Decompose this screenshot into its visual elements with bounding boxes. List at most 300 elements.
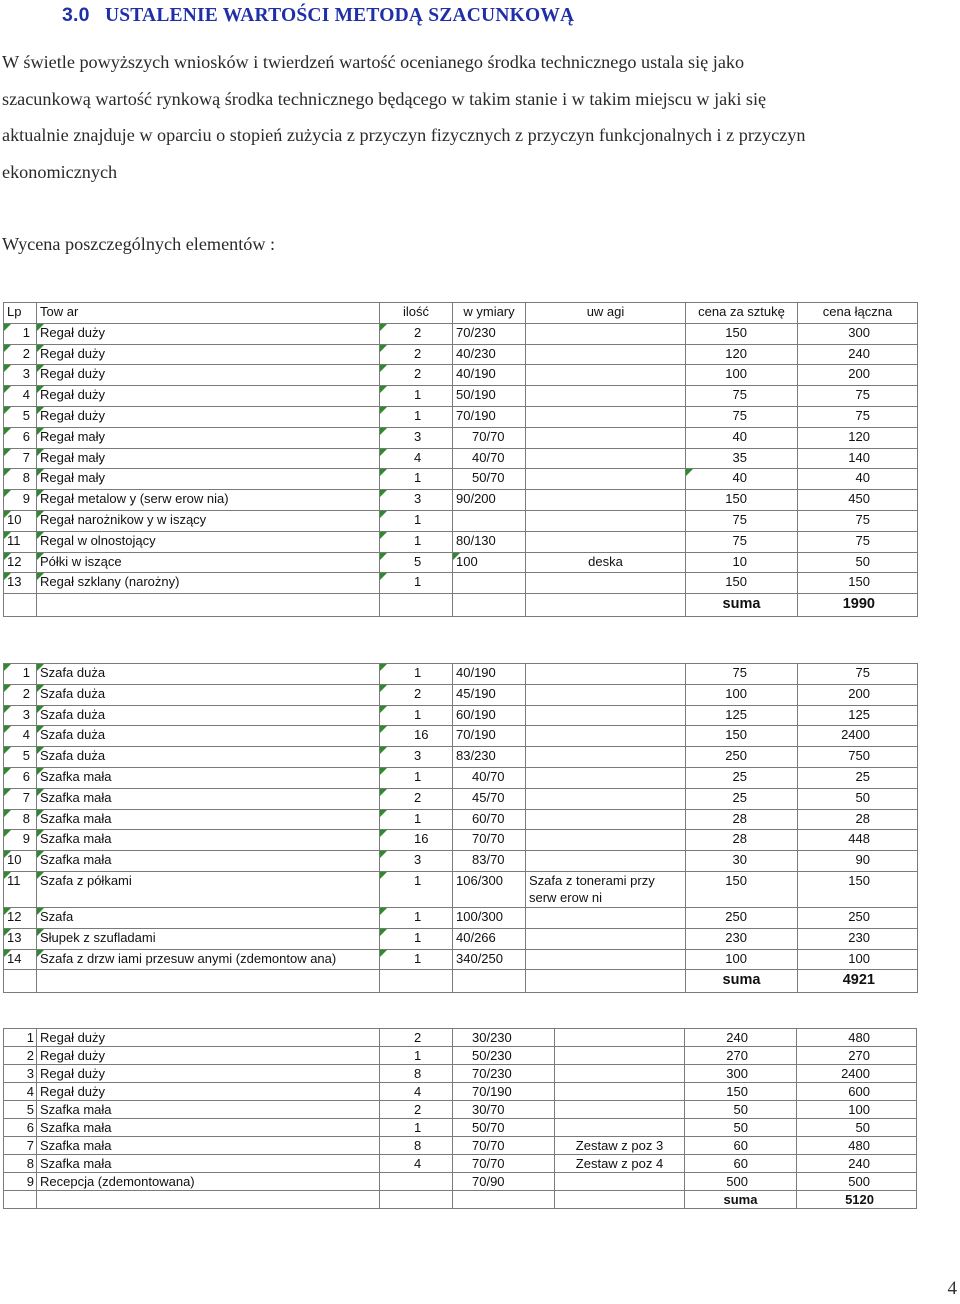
cell-total-price: 90 (798, 851, 918, 872)
table-row (4, 726, 918, 747)
table-row (4, 1029, 917, 1047)
cell-unit-price: 10 (686, 552, 798, 573)
sum-value: 1990 (798, 594, 918, 617)
sum-label: suma (686, 594, 798, 617)
cell-dimensions: 70/230 (453, 1065, 555, 1083)
cell-notes: Zestaw z poz 3 (555, 1137, 685, 1155)
page-number: 4 (947, 1278, 957, 1299)
cell-dimensions: 50/190 (453, 386, 526, 407)
sum-label: suma (685, 1191, 797, 1209)
cell-lp: 11 (4, 871, 37, 907)
cell-lp: 3 (4, 705, 37, 726)
empty-cell (37, 594, 380, 617)
cell-item: Szafa z drzw iami przesuw anymi (zdemontow ana) (37, 949, 380, 970)
table-row (4, 573, 918, 594)
cell-total-price: 50 (798, 788, 918, 809)
column-header-total-price: cena łączna (798, 303, 918, 324)
cell-lp: 1 (4, 1029, 37, 1047)
cell-notes (555, 1065, 685, 1083)
cell-notes (526, 344, 686, 365)
cell-lp: 14 (4, 949, 37, 970)
table-row (4, 767, 918, 788)
cell-lp: 3 (4, 365, 37, 386)
cell-item: Szafa z półkami (37, 871, 380, 907)
cell-dimensions (453, 573, 526, 594)
cell-unit-price: 240 (685, 1029, 797, 1047)
cell-total-price: 140 (798, 448, 918, 469)
cell-lp: 2 (4, 684, 37, 705)
cell-total-price: 200 (798, 684, 918, 705)
cell-item: Regał duży (37, 386, 380, 407)
cell-unit-price: 230 (686, 928, 798, 949)
cell-lp: 6 (4, 767, 37, 788)
cell-total-price: 75 (798, 386, 918, 407)
cell-unit-price: 120 (686, 344, 798, 365)
table-row (4, 928, 918, 949)
intro-line: aktualnie znajduje w oparciu o stopień zużycia z przyczyn fizycznych z przyczyn funkcjonalnych i z przyczyn (2, 125, 806, 145)
cell-unit-price: 40 (686, 469, 798, 490)
cell-qty: 1 (380, 1119, 453, 1137)
cell-dimensions: 40/266 (453, 928, 526, 949)
cell-total-price: 120 (798, 427, 918, 448)
cell-notes (526, 705, 686, 726)
table-row (4, 747, 918, 768)
cell-qty: 5 (380, 552, 453, 573)
cell-lp: 11 (4, 531, 37, 552)
cell-qty: 1 (380, 705, 453, 726)
cell-dimensions: 70/230 (453, 323, 526, 344)
table-row (4, 323, 918, 344)
table-row (4, 1083, 917, 1101)
cell-total-price: 75 (798, 406, 918, 427)
cell-qty: 16 (380, 726, 453, 747)
cell-item: Regał mały (37, 448, 380, 469)
valuation-table-furniture (3, 1028, 917, 1209)
cell-item: Szafka mała (37, 830, 380, 851)
cell-total-price: 150 (798, 871, 918, 907)
cell-item: Regał duży (37, 1047, 380, 1065)
cell-total-price: 750 (798, 747, 918, 768)
table-row (4, 406, 918, 427)
table-row (4, 531, 918, 552)
cell-lp: 12 (4, 552, 37, 573)
cell-qty: 1 (380, 767, 453, 788)
cell-qty: 1 (380, 469, 453, 490)
cell-qty: 1 (380, 928, 453, 949)
column-header-lp: Lp (4, 303, 37, 324)
cell-item: Regał mały (37, 427, 380, 448)
cell-item: Regał duży (37, 323, 380, 344)
empty-cell (4, 1191, 37, 1209)
cell-item: Szafa duża (37, 705, 380, 726)
cell-dimensions: 40/70 (453, 767, 526, 788)
cell-dimensions: 70/70 (453, 1155, 555, 1173)
cell-item: Regał duży (37, 365, 380, 386)
table-row (4, 448, 918, 469)
cell-notes (526, 490, 686, 511)
table-row (4, 1173, 917, 1191)
table-row (4, 809, 918, 830)
cell-item: Regał duży (37, 1083, 380, 1101)
cell-qty: 8 (380, 1137, 453, 1155)
empty-cell (37, 1191, 380, 1209)
table-row (4, 427, 918, 448)
cell-notes (555, 1173, 685, 1191)
cell-dimensions: 340/250 (453, 949, 526, 970)
cell-notes (526, 907, 686, 928)
cell-notes (555, 1101, 685, 1119)
cell-lp: 5 (4, 1101, 37, 1119)
sum-value: 4921 (798, 970, 918, 993)
cell-total-price: 450 (798, 490, 918, 511)
cell-notes (526, 949, 686, 970)
intro-line: W świetle powyższych wniosków i twierdzeń wartość ocenianego środka technicznego ustala się jako (2, 52, 745, 72)
cell-dimensions: 80/130 (453, 531, 526, 552)
cell-dimensions: 90/200 (453, 490, 526, 511)
cell-dimensions: 50/230 (453, 1047, 555, 1065)
cell-total-price: 150 (798, 573, 918, 594)
empty-cell (4, 594, 37, 617)
cell-notes (526, 809, 686, 830)
cell-dimensions: 70/190 (453, 726, 526, 747)
cell-unit-price: 100 (686, 949, 798, 970)
cell-unit-price: 50 (685, 1119, 797, 1137)
cell-item: Regał narożnikow y w iszący (37, 510, 380, 531)
cell-lp: 8 (4, 809, 37, 830)
cell-dimensions: 83/70 (453, 851, 526, 872)
cell-qty: 1 (380, 949, 453, 970)
empty-cell (526, 594, 686, 617)
valuation-table-shelves (3, 302, 918, 617)
cell-notes (526, 747, 686, 768)
cell-lp: 6 (4, 1119, 37, 1137)
table-row (4, 949, 918, 970)
cell-lp: 2 (4, 344, 37, 365)
cell-lp: 8 (4, 469, 37, 490)
intro-line: szacunkową wartość rynkową środka technicznego będącego w takim stanie i w takim miejscu w jaki się (2, 88, 767, 109)
cell-lp: 1 (4, 323, 37, 344)
cell-unit-price: 150 (685, 1083, 797, 1101)
cell-item: Szafa duża (37, 684, 380, 705)
cell-qty: 1 (380, 664, 453, 685)
cell-notes (555, 1047, 685, 1065)
column-header-qty: ilość (380, 303, 453, 324)
cell-lp: 6 (4, 427, 37, 448)
cell-item: Regał duży (37, 1065, 380, 1083)
cell-lp: 9 (4, 490, 37, 511)
column-header-unit-price: cena za sztukę (686, 303, 798, 324)
cell-dimensions: 70/70 (453, 427, 526, 448)
cell-unit-price: 25 (686, 788, 798, 809)
cell-notes (526, 767, 686, 788)
cell-dimensions: 40/190 (453, 664, 526, 685)
empty-cell (4, 970, 37, 993)
intro-line: ekonomicznych (2, 161, 118, 182)
empty-cell (37, 970, 380, 993)
cell-unit-price: 50 (685, 1101, 797, 1119)
cell-total-price: 100 (798, 949, 918, 970)
cell-unit-price: 75 (686, 531, 798, 552)
table-row (4, 871, 918, 907)
cell-unit-price: 75 (686, 386, 798, 407)
cell-qty: 3 (380, 851, 453, 872)
cell-qty: 8 (380, 1065, 453, 1083)
table-row (4, 552, 918, 573)
cell-unit-price: 300 (685, 1065, 797, 1083)
cell-unit-price: 100 (686, 684, 798, 705)
cell-total-price: 75 (798, 510, 918, 531)
cell-total-price: 50 (797, 1119, 917, 1137)
cell-qty: 1 (380, 510, 453, 531)
cell-item: Regał duży (37, 1029, 380, 1047)
cell-item: Słupek z szufladami (37, 928, 380, 949)
table-row (4, 386, 918, 407)
cell-unit-price: 100 (686, 365, 798, 386)
cell-dimensions: 70/190 (453, 406, 526, 427)
cell-qty: 2 (380, 1029, 453, 1047)
cell-qty: 4 (380, 1083, 453, 1101)
cell-qty: 16 (380, 830, 453, 851)
cell-qty: 2 (380, 365, 453, 386)
cell-dimensions: 50/70 (453, 1119, 555, 1137)
cell-unit-price: 150 (686, 726, 798, 747)
cell-lp: 9 (4, 1173, 37, 1191)
cell-item: Szafka mała (37, 788, 380, 809)
cell-qty: 1 (380, 1047, 453, 1065)
table-row (4, 1137, 917, 1155)
cell-total-price: 230 (798, 928, 918, 949)
cell-dimensions: 100/300 (453, 907, 526, 928)
sum-label: suma (686, 970, 798, 993)
sum-row (4, 1191, 917, 1209)
column-header-notes: uw agi (526, 303, 686, 324)
cell-notes (526, 573, 686, 594)
cell-lp: 4 (4, 1083, 37, 1101)
cell-unit-price: 150 (686, 573, 798, 594)
cell-unit-price: 25 (686, 767, 798, 788)
cell-lp: 7 (4, 788, 37, 809)
cell-notes (526, 684, 686, 705)
cell-unit-price: 35 (686, 448, 798, 469)
empty-cell (380, 1191, 453, 1209)
cell-qty: 1 (380, 406, 453, 427)
cell-dimensions: 45/70 (453, 788, 526, 809)
cell-lp: 3 (4, 1065, 37, 1083)
cell-total-price: 240 (797, 1155, 917, 1173)
cell-lp: 5 (4, 406, 37, 427)
cell-item: Recepcja (zdemontowana) (37, 1173, 380, 1191)
cell-lp: 10 (4, 510, 37, 531)
cell-notes (526, 406, 686, 427)
cell-item: Regał mały (37, 469, 380, 490)
empty-cell (453, 970, 526, 993)
cell-dimensions: 45/190 (453, 684, 526, 705)
cell-total-price: 75 (798, 531, 918, 552)
cell-dimensions: 50/70 (453, 469, 526, 490)
cell-item: Regał duży (37, 344, 380, 365)
cell-notes (526, 427, 686, 448)
cell-unit-price: 250 (686, 747, 798, 768)
cell-item: Szafka mała (37, 767, 380, 788)
cell-item: Regał szklany (narożny) (37, 573, 380, 594)
cell-qty: 2 (380, 684, 453, 705)
cell-qty: 1 (380, 809, 453, 830)
cell-lp: 10 (4, 851, 37, 872)
cell-item: Regał metalow y (serw erow nia) (37, 490, 380, 511)
intro-paragraph (2, 44, 957, 190)
cell-unit-price: 60 (685, 1137, 797, 1155)
empty-cell (555, 1191, 685, 1209)
cell-qty: 1 (380, 871, 453, 907)
table-row (4, 1155, 917, 1173)
cell-dimensions (453, 510, 526, 531)
cell-unit-price: 28 (686, 809, 798, 830)
column-header-item: Tow ar (37, 303, 380, 324)
cell-dimensions: 30/230 (453, 1029, 555, 1047)
cell-lp: 7 (4, 1137, 37, 1155)
cell-dimensions: 70/190 (453, 1083, 555, 1101)
cell-dimensions: 30/70 (453, 1101, 555, 1119)
cell-dimensions: 106/300 (453, 871, 526, 907)
cell-total-price: 250 (798, 907, 918, 928)
cell-lp: 1 (4, 664, 37, 685)
cell-qty: 2 (380, 1101, 453, 1119)
table-row (4, 851, 918, 872)
cell-unit-price: 500 (685, 1173, 797, 1191)
cell-unit-price: 250 (686, 907, 798, 928)
cell-dimensions: 60/70 (453, 809, 526, 830)
cell-notes (526, 323, 686, 344)
cell-unit-price: 40 (686, 427, 798, 448)
cell-total-price: 240 (798, 344, 918, 365)
cell-total-price: 2400 (797, 1065, 917, 1083)
table-header-row (4, 303, 918, 324)
cell-qty (380, 1173, 453, 1191)
cell-total-price: 200 (798, 365, 918, 386)
cell-total-price: 2400 (798, 726, 918, 747)
cell-lp: 4 (4, 386, 37, 407)
cell-qty: 2 (380, 788, 453, 809)
cell-item: Szafka mała (37, 1137, 380, 1155)
cell-unit-price: 60 (685, 1155, 797, 1173)
cell-dimensions: 70/90 (453, 1173, 555, 1191)
cell-total-price: 40 (798, 469, 918, 490)
cell-lp: 13 (4, 573, 37, 594)
cell-notes (526, 830, 686, 851)
cell-dimensions: 60/190 (453, 705, 526, 726)
cell-notes (526, 386, 686, 407)
cell-qty: 1 (380, 907, 453, 928)
sum-row (4, 594, 918, 617)
cell-notes (526, 851, 686, 872)
table-row (4, 1047, 917, 1065)
cell-unit-price: 270 (685, 1047, 797, 1065)
table-row (4, 1119, 917, 1137)
cell-item: Szafka mała (37, 1119, 380, 1137)
cell-unit-price: 150 (686, 871, 798, 907)
cell-total-price: 125 (798, 705, 918, 726)
cell-unit-price: 125 (686, 705, 798, 726)
table-row (4, 684, 918, 705)
table-row (4, 365, 918, 386)
cell-unit-price: 150 (686, 323, 798, 344)
cell-item: Regal w olnostojący (37, 531, 380, 552)
cell-item: Regał duży (37, 406, 380, 427)
cell-lp: 12 (4, 907, 37, 928)
empty-cell (526, 970, 686, 993)
table-row (4, 830, 918, 851)
cell-notes (526, 726, 686, 747)
cell-notes: deska (526, 552, 686, 573)
cell-dimensions: 70/70 (453, 830, 526, 851)
cell-qty: 4 (380, 1155, 453, 1173)
cell-qty: 3 (380, 427, 453, 448)
table-row (4, 469, 918, 490)
cell-notes (526, 469, 686, 490)
table-row (4, 705, 918, 726)
cell-item: Półki w iszące (37, 552, 380, 573)
column-header-dimensions: w ymiary (453, 303, 526, 324)
cell-item: Szafa duża (37, 664, 380, 685)
cell-notes: Zestaw z poz 4 (555, 1155, 685, 1173)
cell-lp: 5 (4, 747, 37, 768)
cell-lp: 13 (4, 928, 37, 949)
empty-cell (380, 970, 453, 993)
cell-unit-price: 75 (686, 510, 798, 531)
cell-item: Szafka mała (37, 1101, 380, 1119)
cell-total-price: 270 (797, 1047, 917, 1065)
cell-dimensions: 40/230 (453, 344, 526, 365)
cell-total-price: 28 (798, 809, 918, 830)
cell-dimensions: 83/230 (453, 747, 526, 768)
empty-cell (453, 1191, 555, 1209)
table-row (4, 490, 918, 511)
cell-total-price: 448 (798, 830, 918, 851)
cell-total-price: 600 (797, 1083, 917, 1101)
cell-total-price: 75 (798, 664, 918, 685)
cell-lp: 4 (4, 726, 37, 747)
cell-unit-price: 75 (686, 664, 798, 685)
valuation-table-cabinets (3, 663, 918, 993)
cell-item: Szafka mała (37, 1155, 380, 1173)
cell-qty: 1 (380, 531, 453, 552)
cell-qty: 2 (380, 344, 453, 365)
table-row (4, 1101, 917, 1119)
cell-qty: 3 (380, 747, 453, 768)
cell-qty: 1 (380, 573, 453, 594)
cell-lp: 7 (4, 448, 37, 469)
cell-item: Szafka mała (37, 809, 380, 830)
cell-notes (526, 531, 686, 552)
cell-notes (526, 928, 686, 949)
table-row (4, 907, 918, 928)
section-number: 3.0 (62, 4, 90, 26)
cell-total-price: 480 (797, 1029, 917, 1047)
empty-cell (453, 594, 526, 617)
cell-total-price: 500 (797, 1173, 917, 1191)
cell-notes (526, 510, 686, 531)
cell-item: Szafa (37, 907, 380, 928)
cell-total-price: 50 (798, 552, 918, 573)
cell-item: Szafa duża (37, 726, 380, 747)
cell-lp: 2 (4, 1047, 37, 1065)
cell-dimensions: 40/70 (453, 448, 526, 469)
table-row (4, 1065, 917, 1083)
cell-total-price: 300 (798, 323, 918, 344)
cell-notes (555, 1083, 685, 1101)
sum-row (4, 970, 918, 993)
empty-cell (380, 594, 453, 617)
